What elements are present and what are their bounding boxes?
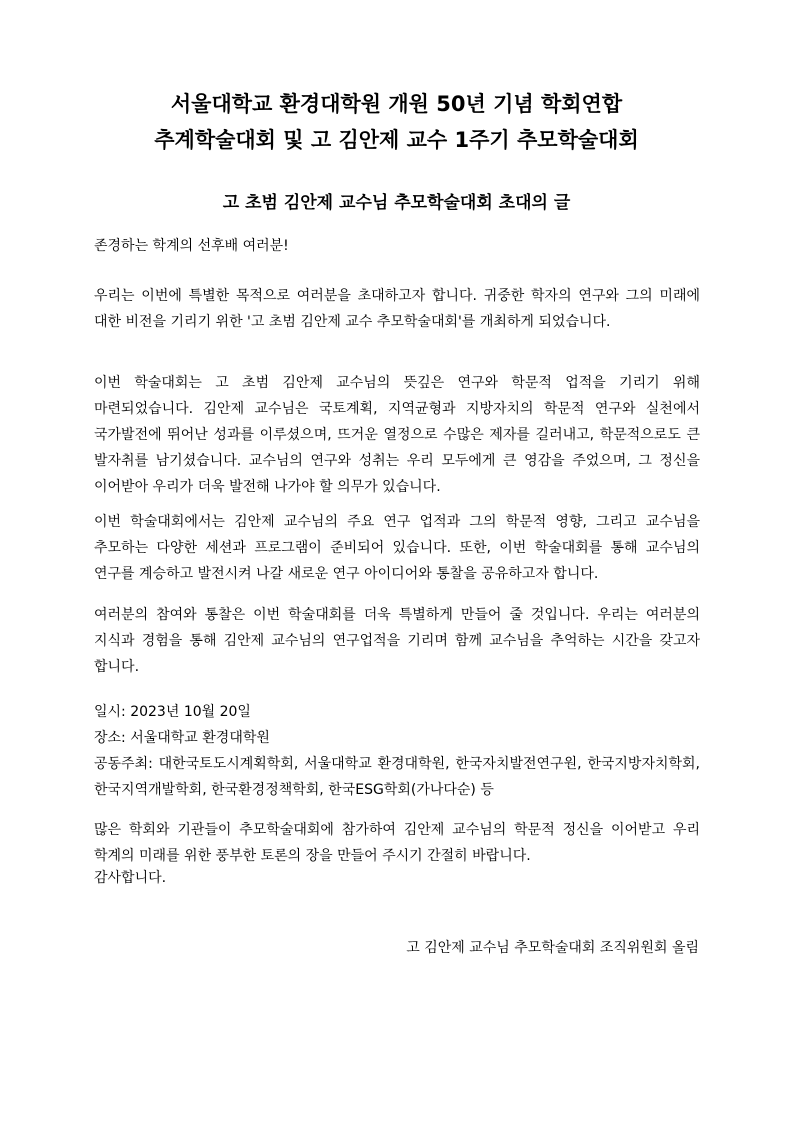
signature: 고 김안제 교수님 추모학술대회 조직위원회 올림 xyxy=(406,940,699,956)
paragraph-2: 이번 학술대회는 고 초범 김안제 교수님의 뜻깊은 연구와 학문적 업적을 기리기 위해 마련되었습니다. 김안제 교수님은 국토계획, 지역균형과 지방자치의 학문적 연구와 실천에서 국가발전에 뛰어난 성과를 이루셨으며, 뜨거운 열정으로 수많은 제자를 길러내고, 학문적으로도 큰 발자취를 남기셨습니다. 교수님의 연구와 성취는 우리 모두에게 큰 영감을 주었으며, 그 정신을 이어받아 우리가 더욱 발전해 나가야 할 의무가 있습니다. xyxy=(94,375,700,495)
event-hosts: 공동주최: 대한국토도시계획학회, 서울대학교 환경대학원, 한국자치발전연구원, 한국지방자치학회, 한국지역개발학회, 한국환경정책학회, 한국ESG학회(가나다순) 등 xyxy=(94,756,700,798)
document-subtitle: 고 초범 김안제 교수님 추모학술대회 초대의 글 xyxy=(222,193,571,213)
thanks-text: 감사합니다. xyxy=(94,870,167,886)
greeting: 존경하는 학계의 선후배 여러분! xyxy=(94,238,289,254)
closing-paragraph: 많은 학회와 기관들이 추모학술대회에 참가하여 김안제 교수님의 학문적 정신을 이어받고 우리 학계의 미래를 위한 풍부한 토론의 장을 만들어 주시기 간절히 바랍니다. xyxy=(94,822,700,864)
paragraph-3: 이번 학술대회에서는 김안제 교수님의 주요 연구 업적과 그의 학문적 영향, 그리고 교수님을 추모하는 다양한 세션과 프로그램이 준비되어 있습니다. 또한, 이번 학술대회를 통해 교수님의 연구를 계승하고 발전시켜 나갈 새로운 연구 아이디어와 통찰을 공유하고자 합니다. xyxy=(94,514,700,582)
paragraph-4: 여러분의 참여와 통찰은 이번 학술대회를 더욱 특별하게 만들어 줄 것입니다. 우리는 여러분의 지식과 경험을 통해 김안제 교수님의 연구업적을 기리며 함께 교수님을 추억하는 시간을 갖고자 합니다. xyxy=(94,607,700,675)
event-date: 일시: 2023년 10월 20일 xyxy=(94,704,251,720)
paragraph-1: 우리는 이번에 특별한 목적으로 여러분을 초대하고자 합니다. 귀중한 학자의 연구와 그의 미래에 대한 비전을 기리기 위한 '고 초범 김안제 교수 추모학술대회'를 개최하게 되었습니다. xyxy=(94,288,700,330)
document-title-line2: 추계학술대회 및 고 김안제 교수 1주기 추모학술대회 xyxy=(154,128,639,152)
document-title-line1: 서울대학교 환경대학원 개원 50년 기념 학회연합 xyxy=(170,92,623,116)
event-place: 장소: 서울대학교 환경대학원 xyxy=(94,730,270,746)
